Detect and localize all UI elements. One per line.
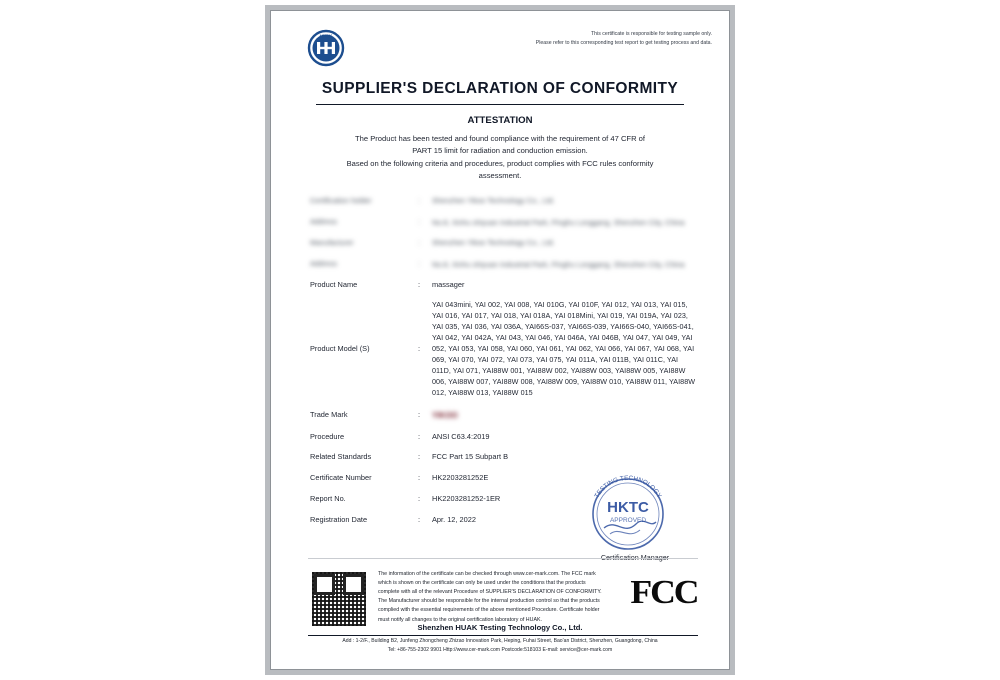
field-colon: : [418,409,421,419]
certificate-frame [265,5,735,675]
field-label: Product Model (S) [310,344,370,354]
field-value: YAI 043mini, YAI 002, YAI 008, YAI 010G, YAI 010F, YAI 012, YAI 013, YAI 015, YAI 016, YAI 017, YAI 018, YAI 018A, YAI 018Mini, YAI 019, YAI 019A, YAI 023, YAI 035, YAI 036, YAI 036A, YAI66S-037, YAI66S-039, YAI66S-040, YAI66S-041, YAI 042, YAI 042A, YAI 043, YAI 046, YAI 046A, YAI 046B, YAI 047, YAI 049, YAI 052, YAI 053, YAI 058, YAI 060, YAI 061, YAI 062, YAI 066, YAI 067, YAI 068, YAI 069, YAI 070, YAI 072, YAI 073, YAI 075, YAI 011A, YAI 011B, YAI 011C, YAI 011D, YAI 071, YAI88W 001, YAI88W 002, YAI88W 003, YAI88W 005, YAI88W 006, YAI88W 007, YAI88W 008, YAI88W 009, YAI88W 010, YAI88W 011, YAI88W 012, YAI88W 013, YAI88W 015 [432,300,696,397]
field-colon: : [418,237,421,247]
field-row-procedure [310,432,698,443]
huak-logo-icon [306,28,346,68]
field-row-product-name [310,280,698,291]
field-row [310,238,698,249]
disclaimer-line-3: complete with all of the relevant Procedure of SUPPLIER'S DECLARATION OF CONFORMITY. [378,589,602,596]
field-value: No.8, Xinhu shiyuan Industrial Park, Pinghu Longgang, Shenzhen City, China [432,259,685,269]
trade-mark-logo: YIKOO [432,410,458,420]
field-value: Shenzhen Yikoo Technology Co., Ltd. [432,237,555,247]
attestation-line-2: PART 15 limit for radiation and conduction emission. [412,146,588,156]
field-value: ANSI C63.4:2019 [432,431,490,441]
svg-text:HUAK: HUAK [319,33,333,39]
disclaimer-text [378,570,618,625]
field-label: Related Standards [310,452,372,462]
attestation-text [308,133,692,182]
field-label: Procedure [310,431,345,441]
field-colon: : [418,258,421,268]
field-value-wrapper [432,410,698,422]
company-name: Shenzhen HUAK Testing Technology Co., Ltd. [417,623,583,632]
certification-stamp [576,470,694,562]
header-note [536,30,712,49]
field-colon: : [418,431,421,441]
field-row-trade-mark [310,410,698,422]
field-colon: : [418,452,421,462]
qr-code-icon [312,572,366,626]
field-value: Shenzhen Yikoo Technology Co., Ltd. [432,196,555,205]
field-colon: : [418,196,421,205]
field-row-product-models [310,300,698,398]
svg-text:APPROVED: APPROVED [609,517,647,524]
field-label: Product Name [310,279,358,289]
field-label: Certification holder [310,196,372,205]
field-value: FCC Part 15 Subpart B [432,452,508,462]
field-colon: : [418,344,421,354]
field-row [310,259,698,270]
attestation-line-3: Based on the following criteria and procedures, product complies with FCC rules conformity [346,158,654,168]
company-address-line-2: Tel: +86-755-2302 9901 Http://www.cer-mark.com Postcode:518103 E-mail: service@cer-mark.com [387,646,613,653]
attestation-line-1: The Product has been tested and found compliance with the requirement of 47 CFR of [355,134,645,143]
field-colon: : [418,216,421,226]
field-row [310,196,698,207]
field-label: Manufacturer [310,237,354,247]
field-value: HK2203281252E [432,473,489,483]
field-label: Address [310,258,338,268]
svg-text:TESTING TECHNOLOGY: TESTING TECHNOLOGY [593,474,663,500]
field-colon: : [418,279,421,289]
disclaimer-line-4: The Manufacturer should be responsible for the internal production control so that the products [378,598,600,605]
page-title: SUPPLIER'S DECLARATION OF CONFORMITY [321,80,679,97]
field-value: No.8, Xinhu shiyuan Industrial Park, Pinghu Longgang, Shenzhen City, China [432,217,685,227]
field-value: massager [432,279,465,289]
fcc-mark-icon: FCC [630,574,698,611]
stamp-seal-icon [584,470,672,558]
field-row-related-standards [310,452,698,463]
disclaimer-line-6: must notify all changes to the original certification laboratory of HUAK. [378,616,542,623]
subtitle: ATTESTATION [467,115,533,126]
header-note-line-2: Please refer to this corresponding test report to get testing process and data. [535,40,712,47]
field-label: Registration Date [310,514,368,524]
disclaimer-line-1: The information of the certificate can be checked through www.cer-mark.com. The FCC mark [378,571,596,577]
field-colon: : [418,514,421,524]
field-colon: : [418,493,421,503]
title-divider [316,104,684,105]
company-address [278,637,722,654]
field-value: Apr. 12, 2022 [432,514,476,524]
field-label: Address [310,216,338,226]
disclaimer-line-5: complied with the essential requirements of the above mentioned Procedure. Certificate holder [378,607,600,614]
footer-divider [308,558,698,559]
certificate-header [278,26,716,72]
certificate-inner [278,18,722,662]
field-label: Trade Mark [310,409,348,419]
field-label: Certificate Number [310,473,372,483]
field-row [310,217,698,228]
field-value: HK2203281252-1ER [432,493,501,503]
field-colon: : [418,473,421,483]
company-address-line-1: Add : 1-2/F., Building B2, Junfeng Zhongcheng Zhizao Innovation Park, Heping, Fuhai Street, Bao'an District, Shenzhen, Guangdong, China [342,638,658,645]
header-note-line-1: This certificate is responsible for testing sample only. [591,31,712,37]
field-label: Report No. [310,493,346,503]
attestation-line-4: assessment. [478,170,522,180]
disclaimer-line-2: which is shown on the certificate can only be used under the conditions that the products [378,580,586,587]
svg-text:HKTC: HKTC [607,499,649,516]
footer-bottom-divider [308,635,698,636]
